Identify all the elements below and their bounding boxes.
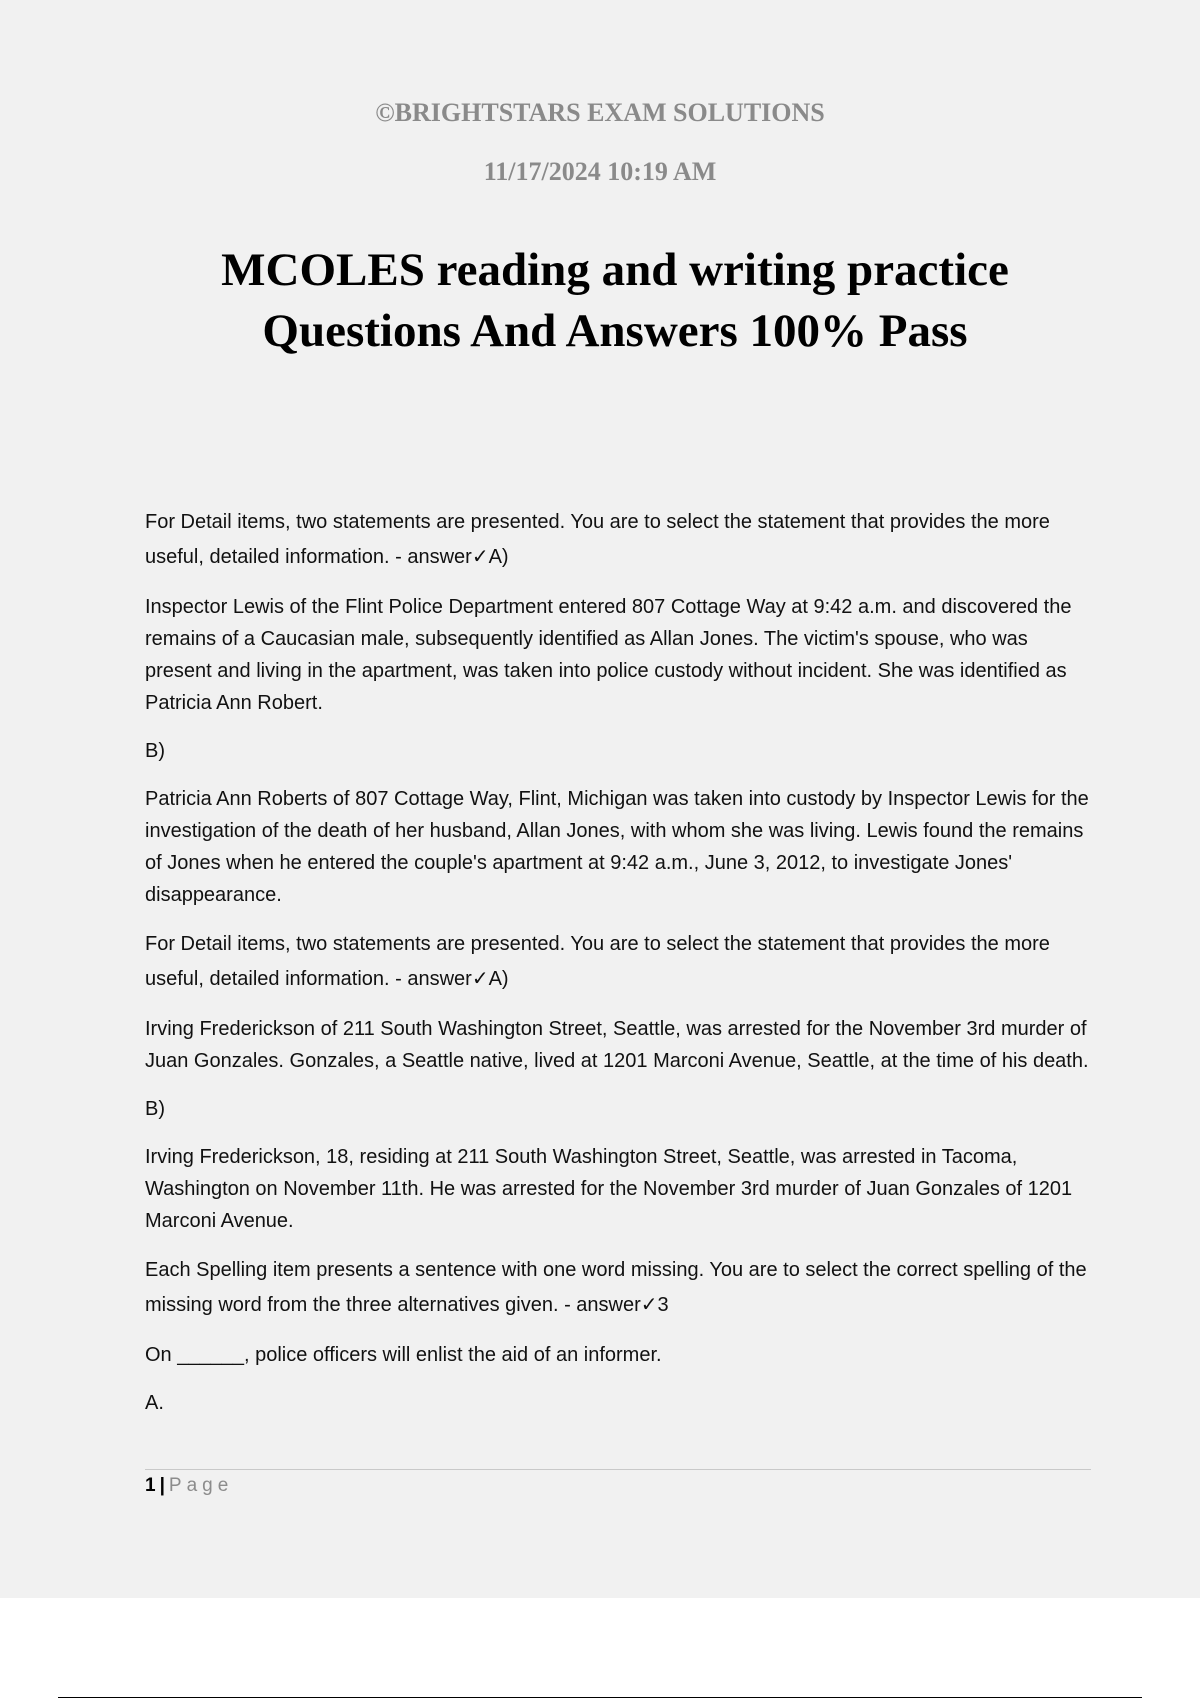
option-label: A. <box>145 1392 164 1414</box>
option-text: Patricia Ann Roberts of 807 Cottage Way, Flint, Michigan was taken into custody by Inspector Lewis for the investigation of the death of her husband, Allan Jones, with whom she was living. Lewis found the remains of Jones when he entered the couple's apartment at 9:42 a.m., June 3, 2012, to investigate Jones' disappearance. <box>145 788 1089 906</box>
header-brand: ©BRIGHTSTARS EXAM SOLUTIONS <box>375 98 825 127</box>
footer-divider <box>145 1469 1091 1470</box>
page-label: Page <box>168 1475 234 1496</box>
question-prompt: For Detail items, two statements are presented. You are to select the statement that provides the more useful, detailed information. - answer✓A) <box>145 933 1050 990</box>
option-label: B) <box>145 740 165 762</box>
question-sentence: On ______, police officers will enlist the aid of an informer. <box>145 1344 662 1366</box>
document-body <box>145 505 1095 1435</box>
question-prompt: Each Spelling item presents a sentence with one word missing. You are to select the correct spelling of the missing word from the three alternatives given. - answer✓3 <box>145 1259 1087 1316</box>
page-number: 1 <box>145 1475 156 1496</box>
option-label: B) <box>145 1098 165 1120</box>
option-text: Irving Frederickson of 211 South Washington Street, Seattle, was arrested for the November 3rd murder of Juan Gonzales. Gonzales, a Seattle native, lived at 1201 Marconi Avenue, Seattle, at the time of his death. <box>145 1018 1089 1072</box>
document-title: MCOLES reading and writing practice Questions And Answers 100% Pass <box>221 244 1009 357</box>
next-page-rule <box>58 1697 1142 1698</box>
page-footer <box>145 1474 233 1498</box>
header-timestamp: 11/17/2024 10:19 AM <box>483 157 717 186</box>
option-text: Inspector Lewis of the Flint Police Department entered 807 Cottage Way at 9:42 a.m. and discovered the remains of a Caucasian male, subsequently identified as Allan Jones. The victim's spouse, who was present and living in the apartment, was taken into police custody without incident. She was identified as Patricia Ann Robert. <box>145 596 1072 714</box>
question-prompt: For Detail items, two statements are presented. You are to select the statement that provides the more useful, detailed information. - answer✓A) <box>145 511 1050 568</box>
option-text: Irving Frederickson, 18, residing at 211 South Washington Street, Seattle, was arrested in Tacoma, Washington on November 11th. He was arrested for the November 3rd murder of Juan Gonzales of 1201 Marconi Avenue. <box>145 1146 1073 1232</box>
footer-separator: | <box>159 1475 165 1496</box>
